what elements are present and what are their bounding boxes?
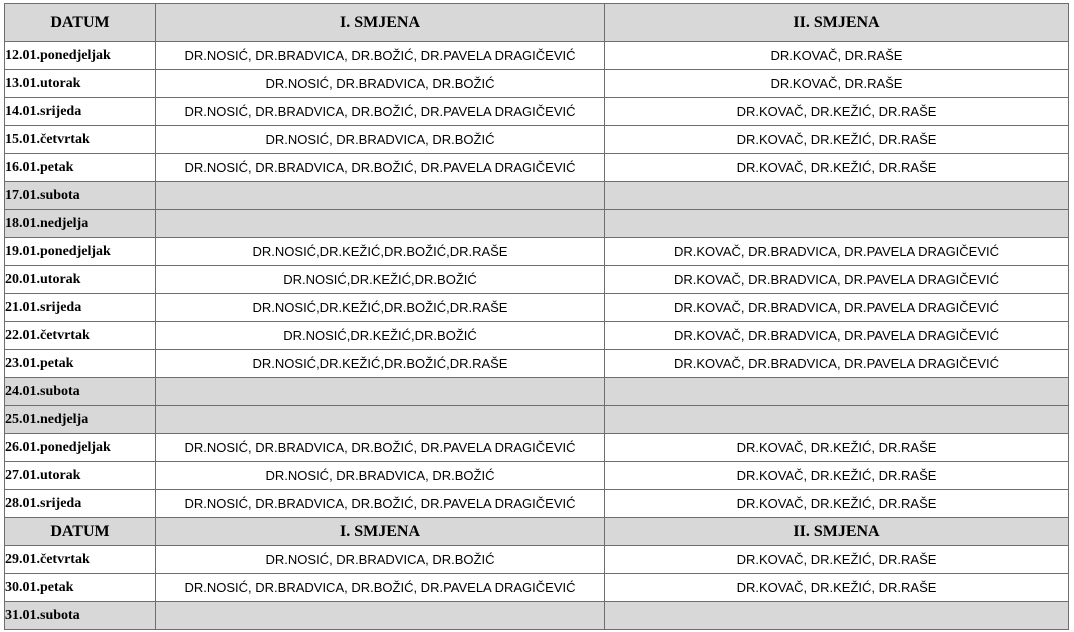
shift-2-cell: DR.KOVAČ, DR.KEŽIĆ, DR.RAŠE: [605, 574, 1069, 602]
header-smjena-1: I. SMJENA: [156, 4, 605, 42]
shift-1-cell: DR.NOSIĆ, DR.BRADVICA, DR.BOŽIĆ, DR.PAVELA DRAGIČEVIĆ: [156, 42, 605, 70]
shift-2-cell: [605, 210, 1069, 238]
date-cell: 23.01.petak: [5, 350, 156, 378]
shift-2-cell: DR.KOVAČ, DR.KEŽIĆ, DR.RAŠE: [605, 126, 1069, 154]
shift-2-cell: DR.KOVAČ, DR.RAŠE: [605, 70, 1069, 98]
header-row: [5, 4, 1069, 42]
table-row-weekend: [5, 210, 1069, 238]
date-cell: 20.01.utorak: [5, 266, 156, 294]
date-cell: 26.01.ponedjeljak: [5, 434, 156, 462]
table-row: [5, 434, 1069, 462]
table-row: [5, 154, 1069, 182]
shift-2-cell: DR.KOVAČ, DR.BRADVICA, DR.PAVELA DRAGIČEVIĆ: [605, 294, 1069, 322]
shift-1-cell: DR.NOSIĆ, DR.BRADVICA, DR.BOŽIĆ: [156, 546, 605, 574]
header-datum: DATUM: [5, 4, 156, 42]
table-row: [5, 350, 1069, 378]
shift-1-cell: DR.NOSIĆ, DR.BRADVICA, DR.BOŽIĆ, DR.PAVELA DRAGIČEVIĆ: [156, 490, 605, 518]
header-smjena-2: II. SMJENA: [605, 518, 1069, 546]
shift-2-cell: DR.KOVAČ, DR.BRADVICA, DR.PAVELA DRAGIČEVIĆ: [605, 266, 1069, 294]
shift-1-cell: DR.NOSIĆ,DR.KEŽIĆ,DR.BOŽIĆ,DR.RAŠE: [156, 350, 605, 378]
shift-2-cell: [605, 182, 1069, 210]
date-cell: 22.01.četvrtak: [5, 322, 156, 350]
date-cell: 17.01.subota: [5, 182, 156, 210]
shift-2-cell: DR.KOVAČ, DR.KEŽIĆ, DR.RAŠE: [605, 434, 1069, 462]
shift-2-cell: DR.KOVAČ, DR.KEŽIĆ, DR.RAŠE: [605, 490, 1069, 518]
header-datum: DATUM: [5, 518, 156, 546]
shift-1-cell: DR.NOSIĆ,DR.KEŽIĆ,DR.BOŽIĆ: [156, 322, 605, 350]
date-cell: 25.01.nedjelja: [5, 406, 156, 434]
date-cell: 21.01.srijeda: [5, 294, 156, 322]
table-row: [5, 490, 1069, 518]
shift-2-cell: DR.KOVAČ, DR.BRADVICA, DR.PAVELA DRAGIČEVIĆ: [605, 322, 1069, 350]
table-row-weekend: [5, 378, 1069, 406]
date-cell: 18.01.nedjelja: [5, 210, 156, 238]
table-row: [5, 238, 1069, 266]
header-smjena-1: I. SMJENA: [156, 518, 605, 546]
shift-1-cell: DR.NOSIĆ, DR.BRADVICA, DR.BOŽIĆ: [156, 70, 605, 98]
date-cell: 13.01.utorak: [5, 70, 156, 98]
table-row: [5, 98, 1069, 126]
header-smjena-2: II. SMJENA: [605, 4, 1069, 42]
date-cell: 30.01.petak: [5, 574, 156, 602]
shift-2-cell: [605, 378, 1069, 406]
table-row: [5, 294, 1069, 322]
shift-2-cell: DR.KOVAČ, DR.KEŽIĆ, DR.RAŠE: [605, 98, 1069, 126]
shift-1-cell: DR.NOSIĆ, DR.BRADVICA, DR.BOŽIĆ, DR.PAVELA DRAGIČEVIĆ: [156, 434, 605, 462]
date-cell: 16.01.petak: [5, 154, 156, 182]
shift-2-cell: DR.KOVAČ, DR.BRADVICA, DR.PAVELA DRAGIČEVIĆ: [605, 350, 1069, 378]
shift-1-cell: [156, 378, 605, 406]
shift-1-cell: [156, 210, 605, 238]
table-row-weekend: [5, 602, 1069, 630]
date-cell: 31.01.subota: [5, 602, 156, 630]
shift-1-cell: DR.NOSIĆ,DR.KEŽIĆ,DR.BOŽIĆ,DR.RAŠE: [156, 294, 605, 322]
shift-1-cell: DR.NOSIĆ,DR.KEŽIĆ,DR.BOŽIĆ,DR.RAŠE: [156, 238, 605, 266]
shift-2-cell: [605, 406, 1069, 434]
shift-2-cell: [605, 602, 1069, 630]
shift-1-cell: [156, 602, 605, 630]
shift-2-cell: DR.KOVAČ, DR.RAŠE: [605, 42, 1069, 70]
shift-1-cell: [156, 182, 605, 210]
table-row-weekend: [5, 406, 1069, 434]
shift-1-cell: DR.NOSIĆ, DR.BRADVICA, DR.BOŽIĆ, DR.PAVELA DRAGIČEVIĆ: [156, 98, 605, 126]
date-cell: 27.01.utorak: [5, 462, 156, 490]
shift-1-cell: DR.NOSIĆ, DR.BRADVICA, DR.BOŽIĆ: [156, 462, 605, 490]
shift-1-cell: DR.NOSIĆ, DR.BRADVICA, DR.BOŽIĆ, DR.PAVELA DRAGIČEVIĆ: [156, 574, 605, 602]
date-cell: 14.01.srijeda: [5, 98, 156, 126]
table-row: [5, 70, 1069, 98]
shift-1-cell: DR.NOSIĆ,DR.KEŽIĆ,DR.BOŽIĆ: [156, 266, 605, 294]
shift-2-cell: DR.KOVAČ, DR.BRADVICA, DR.PAVELA DRAGIČEVIĆ: [605, 238, 1069, 266]
shift-2-cell: DR.KOVAČ, DR.KEŽIĆ, DR.RAŠE: [605, 546, 1069, 574]
table-row: [5, 574, 1069, 602]
table-row: [5, 42, 1069, 70]
header-row-repeat: [5, 518, 1069, 546]
shift-2-cell: DR.KOVAČ, DR.KEŽIĆ, DR.RAŠE: [605, 154, 1069, 182]
table-row-weekend: [5, 182, 1069, 210]
date-cell: 12.01.ponedjeljak: [5, 42, 156, 70]
shift-1-cell: DR.NOSIĆ, DR.BRADVICA, DR.BOŽIĆ: [156, 126, 605, 154]
table-row: [5, 266, 1069, 294]
table-row: [5, 322, 1069, 350]
shift-1-cell: [156, 406, 605, 434]
date-cell: 29.01.četvrtak: [5, 546, 156, 574]
shift-2-cell: DR.KOVAČ, DR.KEŽIĆ, DR.RAŠE: [605, 462, 1069, 490]
date-cell: 24.01.subota: [5, 378, 156, 406]
date-cell: 19.01.ponedjeljak: [5, 238, 156, 266]
table-row: [5, 126, 1069, 154]
date-cell: 28.01.srijeda: [5, 490, 156, 518]
table-row: [5, 462, 1069, 490]
schedule-table: [4, 3, 1069, 630]
date-cell: 15.01.četvrtak: [5, 126, 156, 154]
shift-1-cell: DR.NOSIĆ, DR.BRADVICA, DR.BOŽIĆ, DR.PAVELA DRAGIČEVIĆ: [156, 154, 605, 182]
table-row: [5, 546, 1069, 574]
